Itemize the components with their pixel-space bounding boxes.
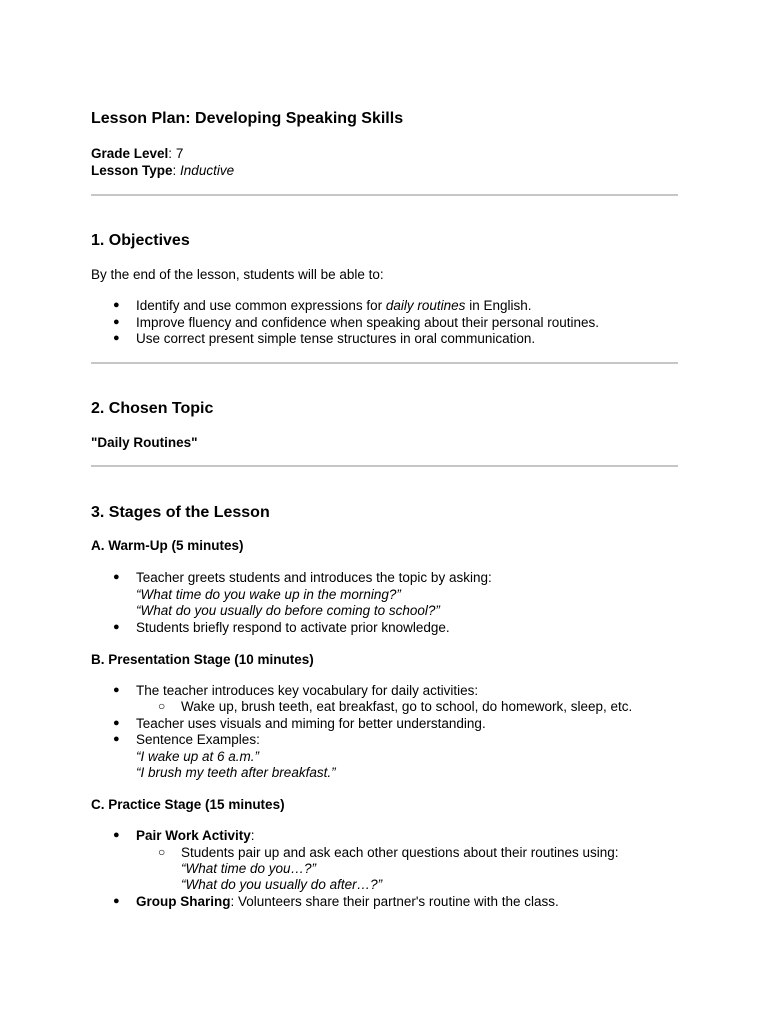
sub-bullet-icon: ○ (158, 699, 166, 713)
presentation-item-1: The teacher introduces key vocabulary for daily activities: (136, 683, 479, 698)
grade-level-line (91, 146, 183, 161)
grade-level-colon: : (168, 146, 176, 161)
topic-heading: 2. Chosen Topic (91, 400, 214, 417)
presentation-item-2: Teacher uses visuals and miming for better understanding. (136, 716, 486, 731)
section-divider (91, 465, 678, 467)
group-sharing-text: : Volunteers share their partner's routine with the class. (230, 894, 559, 909)
warmup-question-2 (136, 603, 440, 618)
objective-item-1-pre: Identify and use common expressions for (136, 298, 386, 313)
warmup-heading: A. Warm-Up (5 minutes) (91, 538, 244, 553)
objective-item-1-post: in English. (465, 298, 532, 313)
stages-heading: 3. Stages of the Lesson (91, 504, 270, 521)
pair-work-colon: : (250, 828, 255, 843)
objective-item-3: Use correct present simple tense structures in oral communication. (136, 331, 536, 346)
warmup-question-1 (136, 587, 401, 602)
practice-heading: C. Practice Stage (15 minutes) (91, 797, 285, 812)
document-title: Lesson Plan: Developing Speaking Skills (91, 110, 404, 127)
bullet-icon: ● (113, 571, 120, 583)
presentation-example-1-text: “I wake up at 6 a.m.” (136, 749, 260, 764)
lesson-type-line (91, 163, 234, 178)
section-divider (91, 362, 678, 364)
objectives-intro: By the end of the lesson, students will be able to: (91, 267, 384, 282)
warmup-item-1: Teacher greets students and introduces the topic by asking: (136, 570, 492, 585)
presentation-example-2 (136, 765, 336, 780)
warmup-item-2: Students briefly respond to activate prior knowledge. (136, 620, 450, 635)
presentation-example-1 (136, 749, 259, 764)
practice-question-1-text: “What time do you…?” (181, 861, 317, 876)
lesson-type-colon: : (172, 163, 181, 178)
objective-item-2: Improve fluency and confidence when speaking about their personal routines. (136, 315, 600, 330)
bullet-icon: ● (113, 895, 120, 907)
practice-question-2 (181, 877, 382, 892)
section-divider (91, 194, 678, 196)
warmup-question-2-text: “What do you usually do before coming to school?” (136, 603, 440, 618)
practice-question-2-text: “What do you usually do after…?” (181, 877, 383, 892)
bullet-icon: ● (113, 733, 120, 745)
grade-level-value: 7 (175, 146, 184, 161)
objective-item-1-em: daily routines (385, 298, 466, 313)
presentation-item-3: Sentence Examples: (136, 732, 260, 747)
bullet-icon: ● (113, 829, 120, 841)
topic-value: "Daily Routines" (91, 435, 198, 450)
practice-question-1 (181, 861, 316, 876)
presentation-example-2-text: “I brush my teeth after breakfast.” (136, 765, 336, 780)
sub-bullet-icon: ○ (158, 845, 166, 859)
practice-sub-item-1: Students pair up and ask each other questions about their routines using: (181, 845, 619, 860)
objectives-heading: 1. Objectives (91, 232, 190, 249)
pair-work-label: Pair Work Activity (136, 828, 251, 843)
objective-item-1 (136, 298, 531, 313)
presentation-sub-item-1: Wake up, brush teeth, eat breakfast, go to school, do homework, sleep, etc. (181, 699, 633, 714)
bullet-icon: ● (113, 684, 120, 696)
practice-item-pair (136, 828, 255, 843)
lesson-type-value: Inductive (180, 163, 235, 178)
group-sharing-label: Group Sharing (136, 894, 231, 909)
bullet-icon: ● (113, 332, 120, 344)
grade-level-label: Grade Level (91, 146, 169, 161)
bullet-icon: ● (113, 621, 120, 633)
bullet-icon: ● (113, 316, 120, 328)
warmup-question-1-text: “What time do you wake up in the morning?” (136, 587, 401, 602)
presentation-heading: B. Presentation Stage (10 minutes) (91, 652, 314, 667)
bullet-icon: ● (113, 717, 120, 729)
practice-item-group (136, 894, 559, 909)
bullet-icon: ● (113, 299, 120, 311)
lesson-type-label: Lesson Type (91, 163, 173, 178)
